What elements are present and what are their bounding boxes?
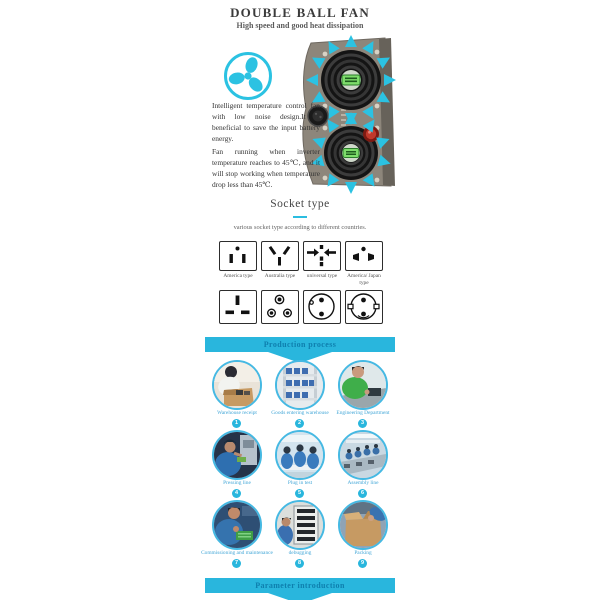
goods-entering-warehouse-photo xyxy=(275,360,325,410)
step-number-badge: 9 xyxy=(358,559,367,568)
france-socket-icon xyxy=(304,291,339,322)
step-caption: Assembly line xyxy=(347,480,379,486)
section-divider xyxy=(293,216,307,218)
socket-label: America/ Japan type xyxy=(347,273,381,286)
socket-label: Australia type xyxy=(264,273,296,279)
universal-type-socket xyxy=(303,241,341,271)
south-africa-type-socket xyxy=(261,290,299,324)
engineering-department-photo xyxy=(338,360,388,410)
step-caption: Commissioning and maintenance xyxy=(201,550,273,556)
step-number-badge: 8 xyxy=(295,559,304,568)
socket-label: America type xyxy=(223,273,253,279)
australia-type-socket xyxy=(261,241,299,271)
america-japan-socket-icon xyxy=(346,242,381,269)
universal-socket-icon xyxy=(304,242,339,269)
step-number-badge: 5 xyxy=(295,489,304,498)
production-process-banner xyxy=(205,337,395,352)
step-caption: Pressing line xyxy=(223,480,251,486)
fan-propeller-icon xyxy=(222,50,274,102)
australia-socket-icon xyxy=(262,242,297,269)
step-number-badge: 2 xyxy=(295,419,304,428)
step-caption: Engineering Department xyxy=(336,410,390,416)
warehouse-receipt-photo xyxy=(212,360,262,410)
france-type-socket xyxy=(303,290,341,324)
feature-paragraph-2: Fan running when inverter temperature reaches to 45℃, and it will stop working when temperature drop less than 45℃. xyxy=(212,147,320,190)
step-caption: debugging xyxy=(288,550,312,556)
socket-section-title: Socket type xyxy=(270,198,330,210)
socket-section-subtitle: various socket type according to different countries. xyxy=(233,224,367,231)
south-africa-socket-icon xyxy=(262,291,297,322)
socket-label: universal type xyxy=(306,273,338,279)
pressing-line-photo xyxy=(212,430,262,480)
step-number-badge: 3 xyxy=(358,419,367,428)
germany-socket-icon xyxy=(346,291,381,322)
top-ball-fan xyxy=(321,50,381,110)
step-caption: Warehouse receipt xyxy=(217,410,257,416)
uk-type-socket xyxy=(219,290,257,324)
page-title: DOUBLE BALL FAN xyxy=(230,5,370,20)
step-number-badge: 4 xyxy=(232,489,241,498)
step-caption: Plug in test xyxy=(287,480,313,486)
feature-paragraph-1: Intelligent temperature control fan with low noise design.It is beneficial to save the input battery energy. xyxy=(212,101,320,144)
uk-socket-icon xyxy=(220,291,255,322)
parameter-introduction-banner xyxy=(205,578,395,593)
banner-label: Production process xyxy=(263,340,337,349)
step-caption: Packing xyxy=(354,550,372,556)
plug-in-test-photo xyxy=(275,430,325,480)
america-japan-type-socket xyxy=(345,241,383,271)
assembly-line-photo xyxy=(338,430,388,480)
step-number-badge: 1 xyxy=(232,419,241,428)
step-caption: Goods entering warehouse xyxy=(271,410,329,416)
america-socket-icon xyxy=(220,242,255,269)
step-number-badge: 6 xyxy=(358,489,367,498)
america-type-socket xyxy=(219,241,257,271)
debugging-photo xyxy=(275,500,325,550)
commissioning-maintenance-photo xyxy=(212,500,262,550)
step-number-badge: 7 xyxy=(232,559,241,568)
banner-label: Parameter introduction xyxy=(255,581,345,590)
germany-type-socket xyxy=(345,290,383,324)
page-subtitle: High speed and good heat dissipation xyxy=(236,21,364,30)
packing-photo xyxy=(338,500,388,550)
